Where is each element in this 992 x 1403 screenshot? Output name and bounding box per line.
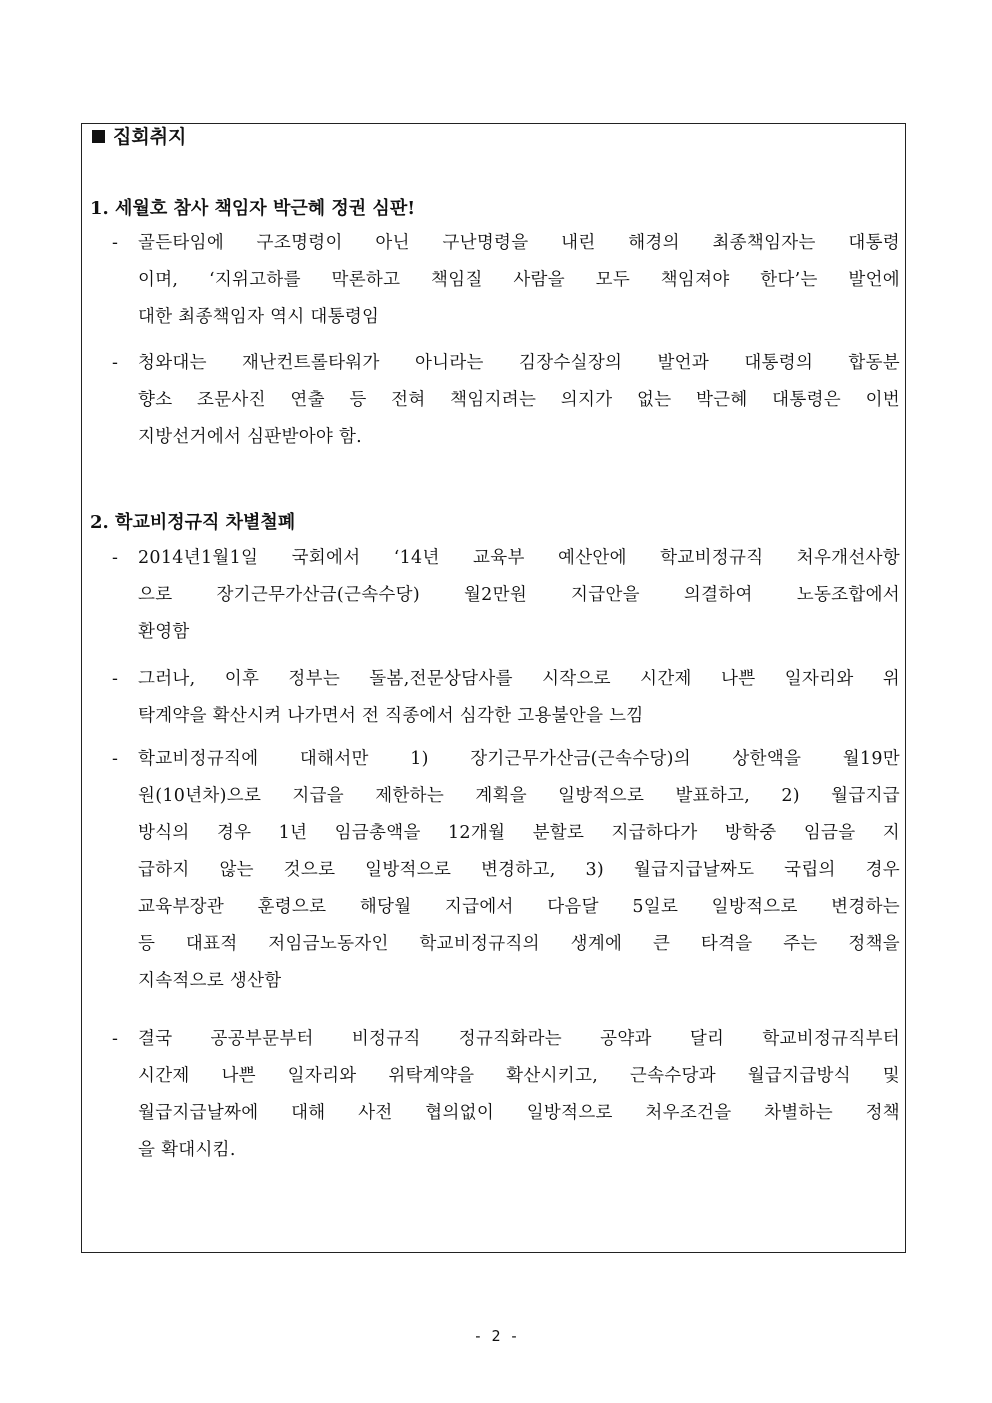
dash-bullet: -	[112, 1029, 118, 1049]
text-line: 을 확대시킴.	[138, 1140, 236, 1160]
text-line: 으로 장기근무가산금(근속수당) 월2만원 지급안을 의결하여 노동조합에서	[138, 585, 900, 605]
heading-text: 집회취지	[113, 126, 187, 148]
list-item-text	[138, 225, 900, 336]
section-title-2: 2. 학교비정규직 차별철폐	[90, 512, 296, 533]
text-line: 등 대표적 저임금노동자인 학교비정규직의 생계에 큰 타격을 주는 정책을	[138, 934, 900, 954]
text-line: 청와대는 재난컨트롤타워가 아니라는 김장수실장의 발언과 대통령의 합동분	[138, 353, 900, 373]
text-line: 교육부장관 훈령으로 해당월 지급에서 다음달 5일로 일방적으로 변경하는	[138, 897, 900, 917]
list-item	[112, 741, 900, 1000]
text-line: 급하지 않는 것으로 일방적으로 변경하고, 3) 월급지급날짜도 국립의 경우	[138, 860, 900, 880]
text-line: 방식의 경우 1년 임금총액을 12개월 분할로 지급하다가 방학중 임금을 지	[138, 823, 900, 843]
page-number: - 2 -	[473, 1327, 519, 1345]
text-line: 학교비정규직에 대해서만 1) 장기근무가산금(근속수당)의 상한액을 월19만	[138, 749, 900, 769]
content-box	[81, 123, 906, 1253]
text-line: 시간제 나쁜 일자리와 위탁계약을 확산시키고, 근속수당과 월급지급방식 및	[138, 1066, 900, 1086]
text-line: 결국 공공부문부터 비정규직 정규직화라는 공약과 달리 학교비정규직부터	[138, 1029, 900, 1049]
text-line: 대한 최종책임자 역시 대통령임	[138, 307, 380, 327]
text-line: 환영함	[138, 622, 190, 642]
dash-bullet: -	[112, 749, 118, 769]
black-square-bullet-icon	[92, 130, 105, 143]
text-line: 골든타임에 구조명령이 아닌 구난명령을 내린 해경의 최종책임자는 대통령	[138, 233, 900, 253]
text-line: 이며, ‘지위고하를 막론하고 책임질 사람을 모두 책임져야 한다’는 발언에	[138, 270, 900, 290]
dash-bullet: -	[112, 233, 118, 253]
dash-bullet: -	[112, 353, 118, 373]
text-line: 원(10년차)으로 지급을 제한하는 계획을 일방적으로 발표하고, 2) 월급지급	[138, 786, 900, 806]
list-item-text	[138, 741, 900, 1000]
list-item-text	[138, 1021, 900, 1169]
text-line: 지방선거에서 심판받아야 함.	[138, 427, 363, 447]
list-item	[112, 1021, 900, 1169]
list-item	[112, 345, 900, 456]
list-item-text	[138, 661, 900, 735]
dash-bullet: -	[112, 669, 118, 689]
text-line: 향소 조문사진 연출 등 전혀 책임지려는 의지가 없는 박근혜 대통령은 이번	[138, 390, 900, 410]
text-line: 2014년1월1일 국회에서 ‘14년 교육부 예산안에 학교비정규직 처우개선사항	[138, 548, 900, 568]
text-line: 월급지급날짜에 대해 사전 협의없이 일방적으로 처우조건을 차별하는 정책	[138, 1103, 900, 1123]
text-line: 탁계약을 확산시켜 나가면서 전 직종에서 심각한 고용불안을 느낌	[138, 706, 644, 726]
list-item-text	[138, 540, 900, 651]
section-heading	[92, 124, 186, 150]
dash-bullet: -	[112, 548, 118, 568]
section-title-1: 1. 세월호 참사 책임자 박근혜 정권 심판!	[90, 198, 416, 219]
list-item	[112, 225, 900, 336]
text-line: 그러나, 이후 정부는 돌봄,전문상담사를 시작으로 시간제 나쁜 일자리와 위	[138, 669, 900, 689]
list-item-text	[138, 345, 900, 456]
list-item	[112, 540, 900, 651]
text-line: 지속적으로 생산함	[138, 971, 282, 991]
list-item	[112, 661, 900, 735]
